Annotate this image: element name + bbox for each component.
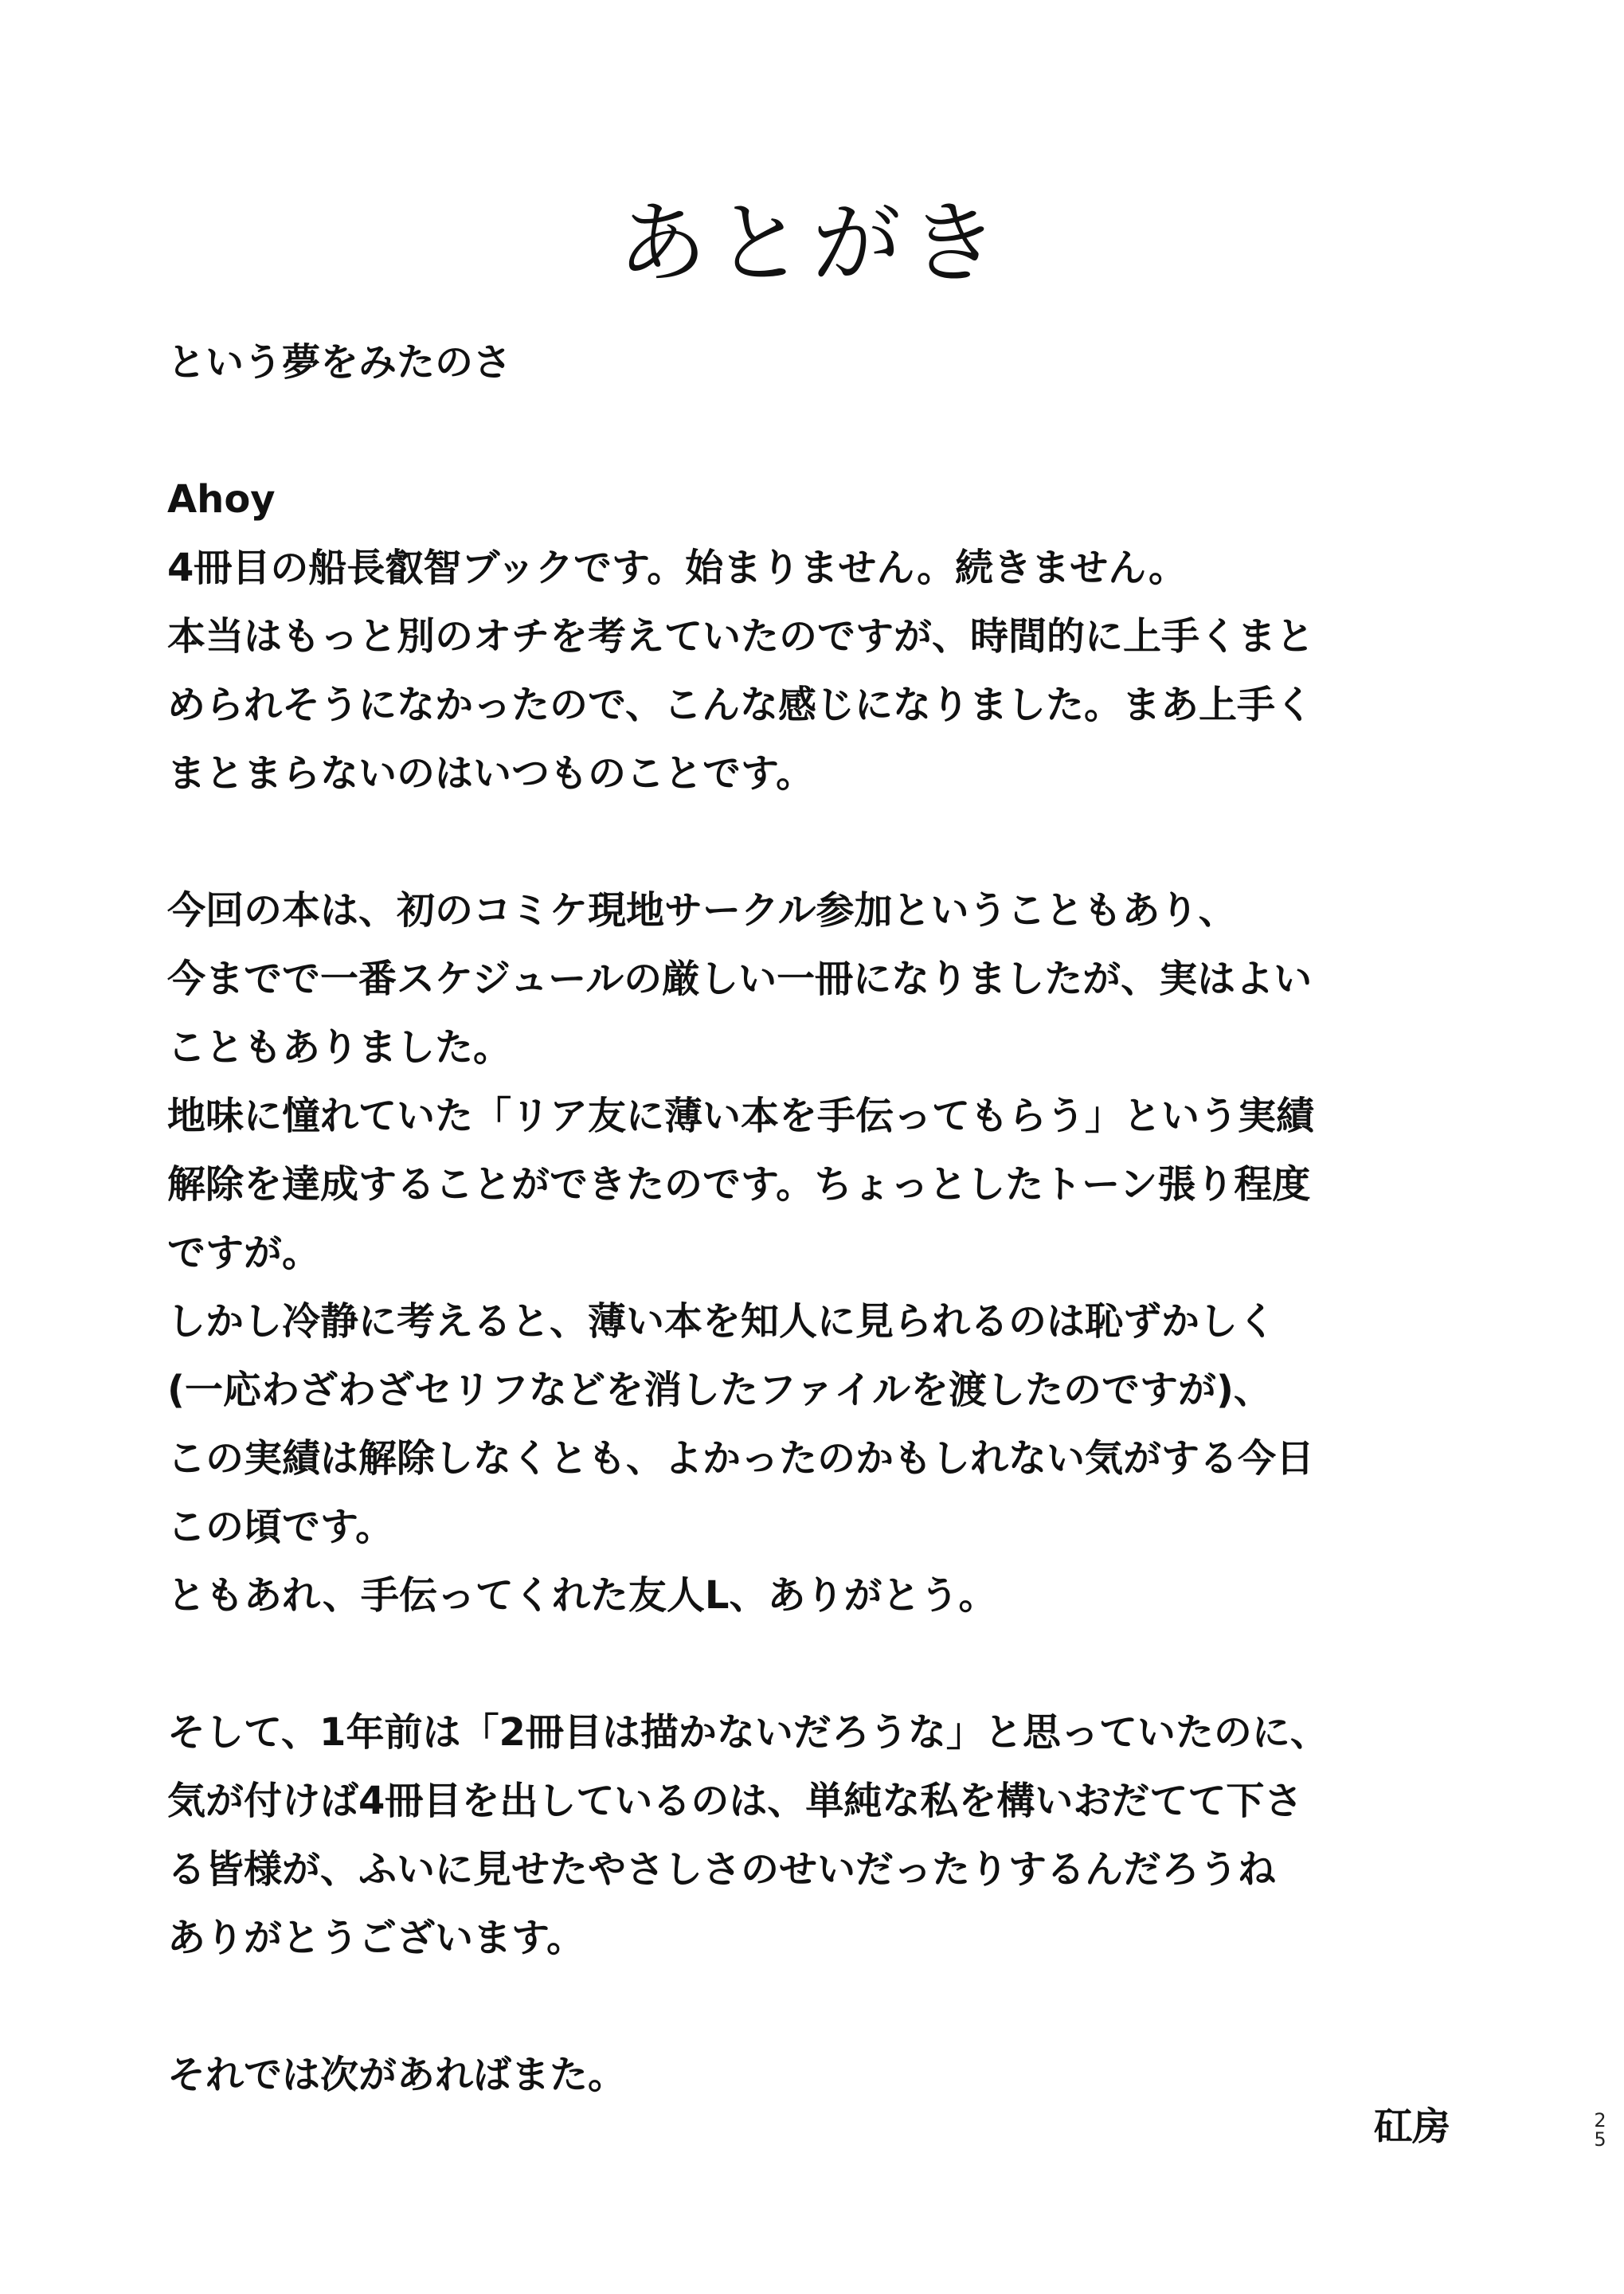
page-number-digit: 2 — [1594, 2109, 1606, 2132]
text-line: 解除を達成することができたのです。ちょっとしたトーン張り程度 — [167, 1162, 1311, 1207]
text-line: 地味に憧れていた「リア友に薄い本を手伝ってもらう」という実績 — [167, 1094, 1315, 1138]
text-line: 今回の本は、初のコミケ現地サークル参加ということもあり、 — [167, 888, 1237, 933]
author-signature: 矼房 — [1373, 2104, 1450, 2149]
text-line: しかし冷静に考えると、薄い本を知人に見られるのは恥ずかしく — [167, 1299, 1277, 1344]
text-line: ともあれ、手伝ってくれた友人L、ありがとう。 — [167, 1573, 997, 1618]
blank-line — [167, 1630, 1466, 1698]
text-line: ありがとうございます。 — [167, 1916, 585, 1960]
text-line: そして、1年前は「2冊目は描かないだろうな」と思っていたのに、 — [167, 1710, 1329, 1755]
text-line: (一応わざわざセリフなどを消したファイルを渡したのですが)、 — [167, 1368, 1272, 1412]
page-title: あとがき — [617, 192, 1007, 296]
blank-line — [167, 1972, 1466, 2041]
text-line: それでは次があればまた。 — [167, 2053, 627, 2097]
page-number-digit: 5 — [1594, 2128, 1606, 2151]
blank-line — [167, 808, 1466, 876]
blank-line — [167, 397, 1466, 465]
text-line: 気が付けば4冊目を出しているのは、単純な私を構いおだてて下さ — [167, 1779, 1303, 1823]
afterword-body — [167, 328, 1466, 2109]
text-line: こともありました。 — [167, 1025, 512, 1070]
text-line: 本当はもっと別のオチを考えていたのですが、時間的に上手くまと — [167, 614, 1315, 659]
text-line: という夢をみたのさ — [167, 340, 512, 385]
text-line: まとまらないのはいつものことです。 — [167, 751, 815, 796]
text-line: ですが。 — [167, 1231, 321, 1275]
text-line: この頃です。 — [167, 1505, 394, 1549]
text-line: 今までで一番スケジュールの厳しい一冊になりましたが、実はよい — [167, 957, 1313, 1001]
text-line: この実績は解除しなくとも、よかったのかもしれない気がする今日 — [167, 1436, 1315, 1481]
page-number — [1591, 2111, 1610, 2149]
text-line: る皆様が、ふいに見せたやさしさのせいだったりするんだろうね — [167, 1847, 1277, 1892]
text-line: Ahoy — [167, 477, 276, 522]
text-line: 4冊目の船長叡智ブックです。始まりません。続きません。 — [167, 546, 1187, 590]
text-line: められそうになかったので、こんな感じになりました。まあ上手く — [167, 683, 1314, 727]
